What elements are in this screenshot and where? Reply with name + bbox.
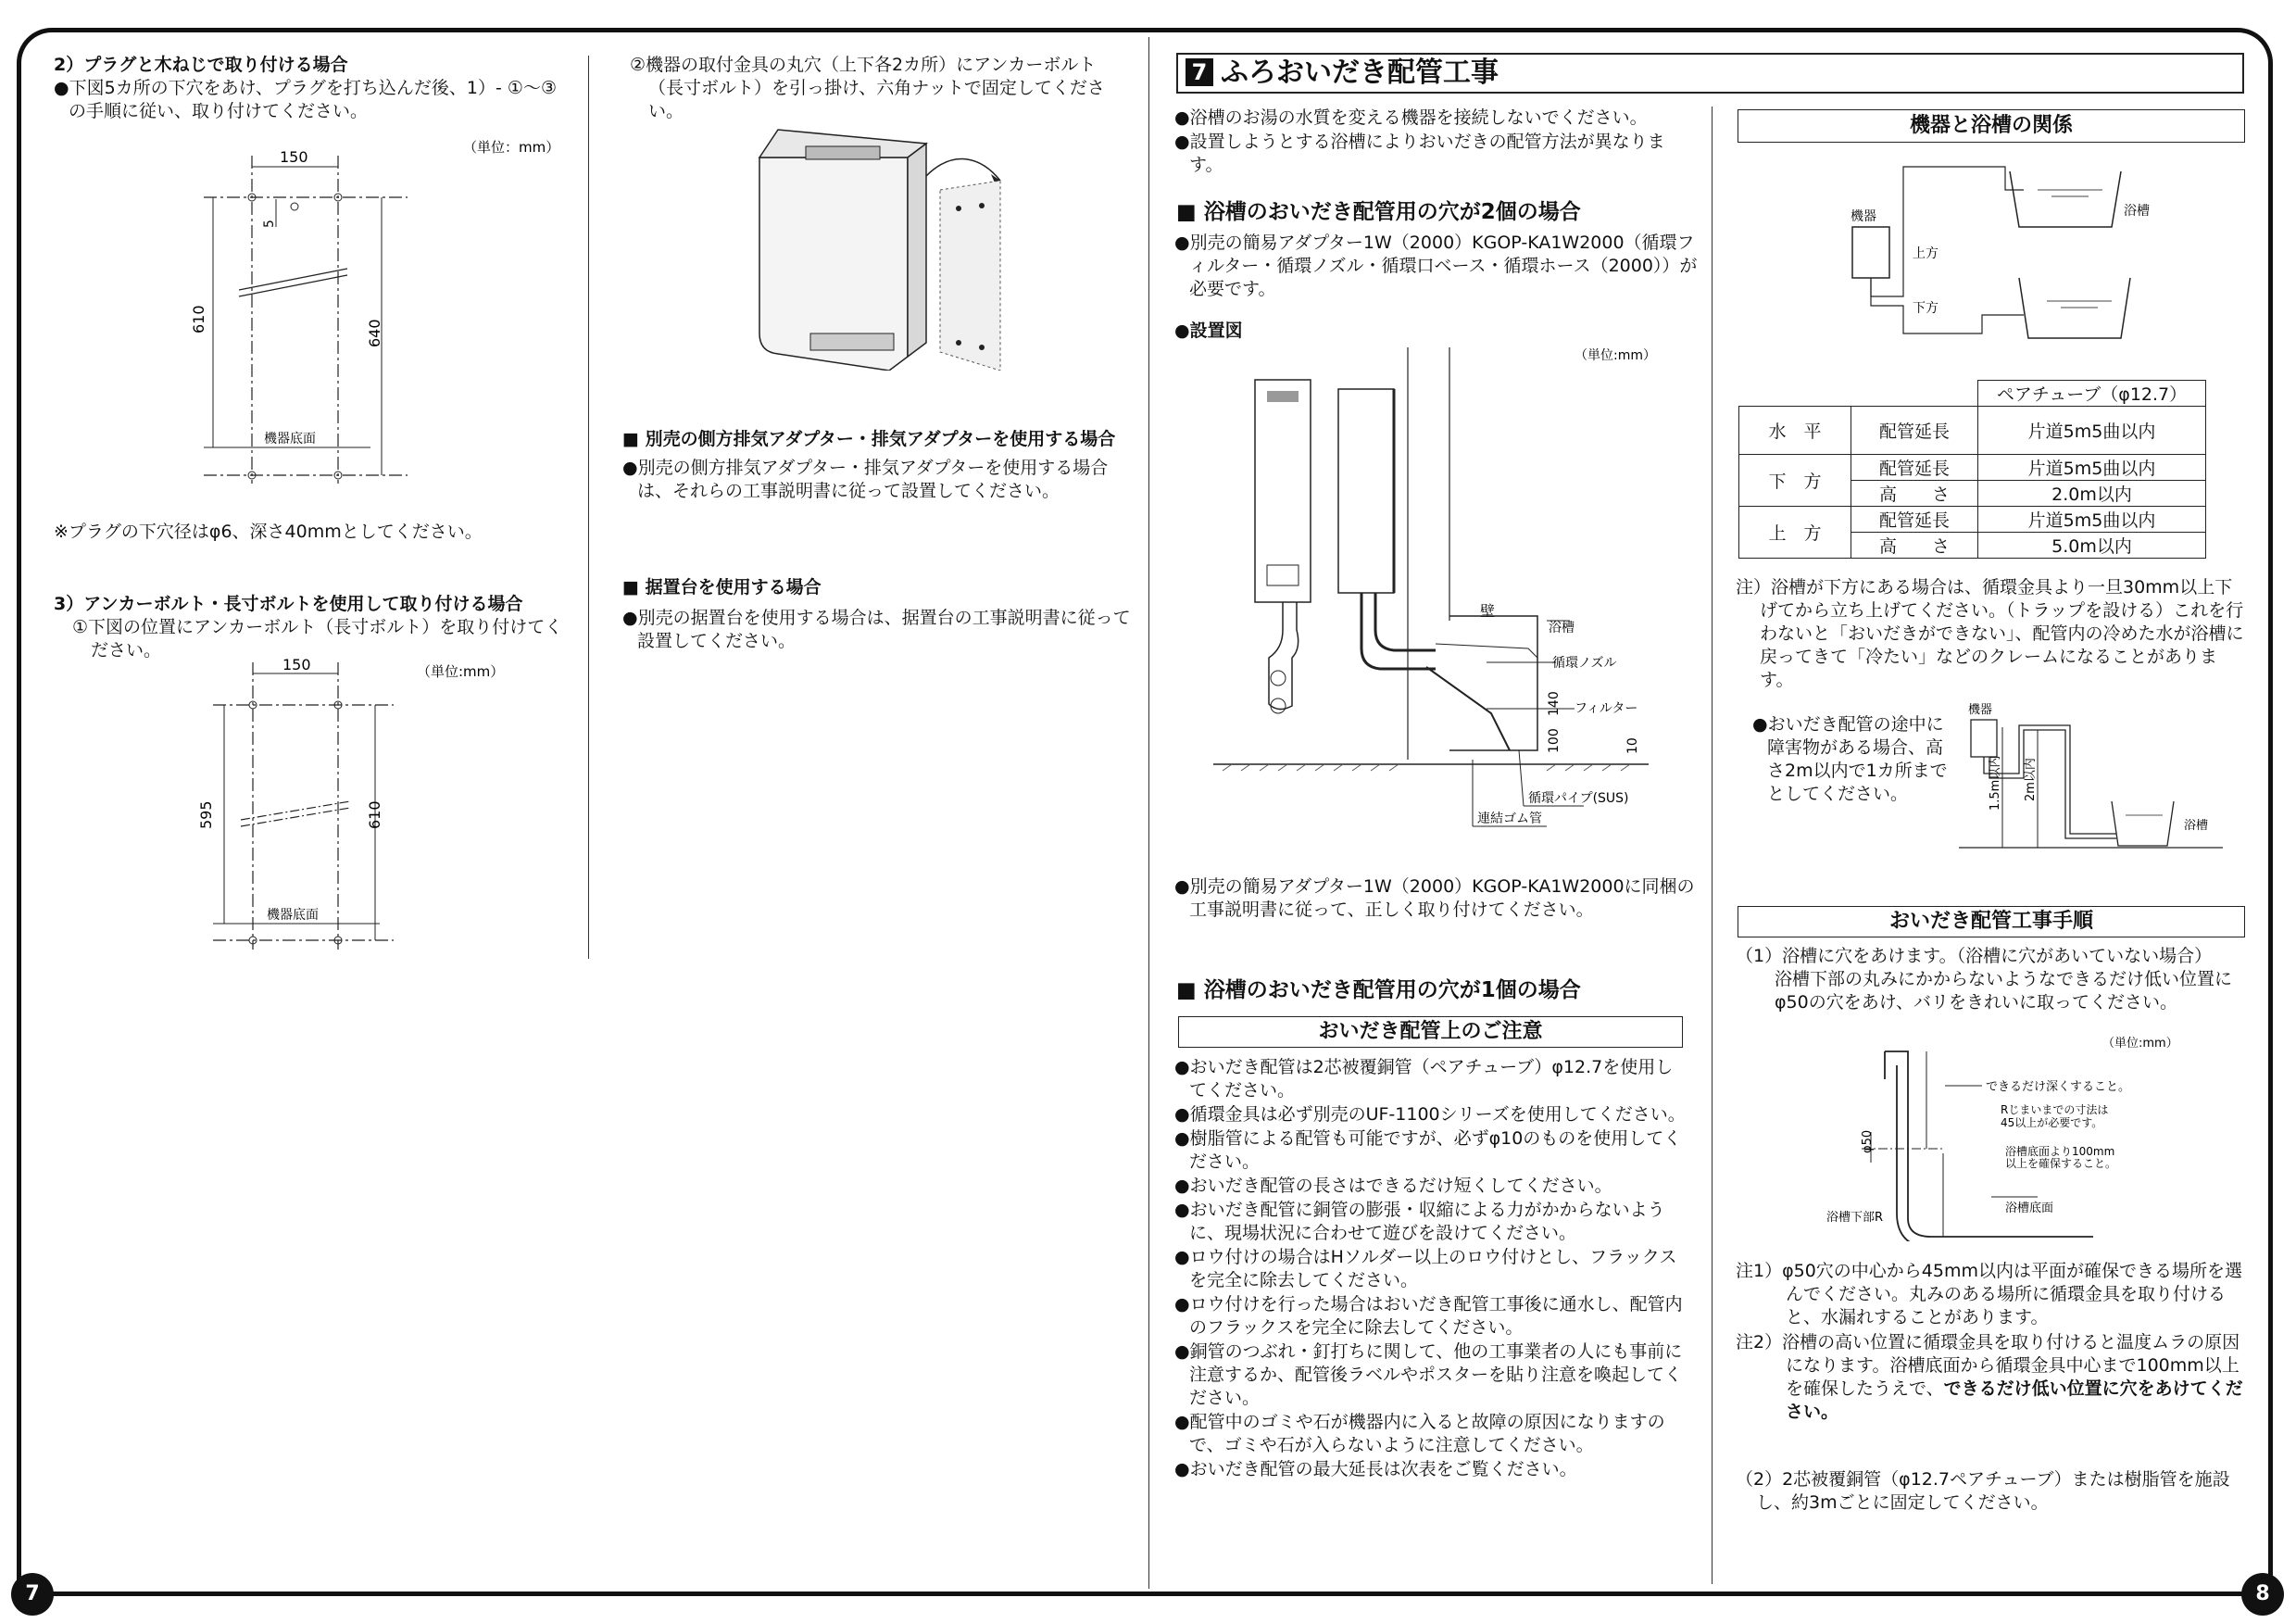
caution-item: ●おいだき配管に銅管の膨張・収縮による力がかからないように、現場状況に合わせて遊びを設けてください。 — [1174, 1200, 1665, 1243]
rel-tub-label: 浴槽 — [2124, 204, 2150, 219]
anchor-text: ①下図の位置にアンカーボルト（長寸ボルト）を取り付けてください。 — [72, 617, 563, 661]
tub-label: 浴槽 — [1549, 621, 1575, 635]
plug-note: ※プラグの下穴径はφ6、深さ40mmとしてください。 — [54, 522, 483, 542]
side-exhaust-title: ■ 別売の側方排気アダプター・排気アダプターを使用する場合 — [622, 428, 1132, 451]
rel-unit-label: 機器 — [1851, 209, 1876, 224]
row-item: 配管延長 — [1851, 407, 1978, 455]
stand-title: ■ 据置台を使用する場合 — [622, 576, 1132, 599]
row-pos: 上 方 — [1739, 507, 1851, 559]
nozzle-label: 循環ノズル — [1552, 656, 1617, 671]
obs-tub-label: 浴槽 — [2184, 819, 2209, 833]
dim-140: 140 — [1547, 691, 1562, 716]
row-value: 片道5m5曲以内 — [1978, 507, 2206, 533]
obstacle-text: ●おいだき配管の途中に障害物がある場合、高さ2m以内で1カ所までとしてください。 — [1752, 714, 1948, 804]
column-divider-1 — [588, 56, 589, 959]
section-title: ふろおいだき配管工事 — [1221, 57, 1499, 89]
hole-unit: （単位:mm） — [2102, 1037, 2178, 1051]
caution-item: ●ロウ付けの場合はHソルダー以上のロウ付けとし、フラックスを完全に除去してください。 — [1174, 1247, 1677, 1290]
caution-item: ●循環金具は必ず別売のUF-1100シリーズを使用してください。 — [1174, 1104, 1686, 1125]
wall-label: 壁 — [1480, 602, 1496, 620]
rel-down-label: 下方 — [1913, 301, 1938, 316]
two-holes-note: ●別売の簡易アダプター1W（2000）KGOP-KA1W2000に同梱の工事説明書に従って、正しく取り付けてください。 — [1174, 876, 1695, 920]
caution-item: ●配管中のゴミや石が機器内に入ると故障の原因になりますので、ゴミや石が入らないように注意してください。 — [1174, 1412, 1665, 1455]
caution-item: ●おいだき配管の長さはできるだけ短くしてください。 — [1174, 1176, 1612, 1196]
plug-section — [54, 54, 572, 124]
page-number-left: 7 — [11, 1573, 54, 1616]
dim-10: 10 — [1625, 737, 1640, 754]
one-hole-title: ■ 浴槽のおいだき配管用の穴が1個の場合 — [1176, 973, 1581, 1003]
phi-label: φ50 — [1861, 1129, 1875, 1153]
dim-100: 100 — [1547, 728, 1562, 753]
plug-diagram — [185, 139, 574, 491]
intro-item: ●設置しようとする浴槽によりおいだきの配管方法が異なります。 — [1174, 132, 1665, 175]
step1-text: 浴槽下部の丸みにかからないようなできるだけ低い位置にφ50の穴をあけ、バリをきれいに取ってください。 — [1775, 969, 2233, 1013]
plug-text: ●下図5カ所の下穴をあけ、プラグを打ち込んだ後、1）- ①～③の手順に従い、取り付けてください。 — [54, 78, 557, 121]
anchor-base-label: 機器底面 — [267, 908, 319, 923]
section-header — [1176, 53, 2244, 94]
row-pos: 下 方 — [1739, 455, 1851, 507]
row-pos: 水 平 — [1739, 407, 1851, 455]
anchor-dim-595: 595 — [197, 800, 215, 829]
bottom-label: 浴槽底面 — [2005, 1202, 2054, 1215]
r-label-1: Rじまいまでの寸法は — [2001, 1103, 2109, 1116]
caution-item: ●樹脂管による配管も可能ですが、必ずφ10のものを使用してください。 — [1174, 1128, 1682, 1172]
mounting-illustration — [722, 102, 1028, 371]
bottom-rule — [46, 1592, 2250, 1596]
r-label-2: 45以上が必要です。 — [2001, 1116, 2103, 1129]
plug-unit: （単位：mm） — [463, 139, 560, 156]
relation-title: 機器と浴槽の関係 — [1738, 109, 2245, 143]
procedure-title: おいだき配管工事手順 — [1738, 906, 2245, 937]
caution-item: ●銅管のつぶれ・釘打ちに関して、他の工事業者の人にも事前に注意するか、配管後ラベルやポスターを貼り注意を喚起してください。 — [1174, 1341, 1683, 1408]
b-label-1: 浴槽底面より100mm — [2005, 1145, 2115, 1158]
b-label-2: 以上を確保すること。 — [2005, 1157, 2117, 1170]
anchor-dim-610: 610 — [366, 800, 383, 829]
plug-base-label: 機器底面 — [264, 432, 316, 447]
caution-item: ●おいだき配管の最大延長は次表をご覧ください。 — [1174, 1459, 1577, 1479]
stand-text: ●別売の据置台を使用する場合は、据置台の工事説明書に従って設置してください。 — [622, 608, 1131, 651]
plug-dim-5: 5 — [262, 220, 277, 228]
two-holes-title: ■ 浴槽のおいだき配管用の穴が2個の場合 — [1176, 195, 1581, 225]
caution-title: おいだき配管上のご注意 — [1178, 1016, 1683, 1048]
install-diagram-title: ●設置図 — [1174, 321, 1243, 341]
pipe-label: 循環パイプ(SUS) — [1528, 791, 1629, 806]
row-item: 配管延長 — [1851, 507, 1978, 533]
relation-note: 注）浴槽が下方にある場合は、循環金具より一旦30mm以上下げてから立ち上げてください。（トラップを設ける）これを行わないと「おいだきができない」、配管内の冷めた水が浴槽に戻ってきて「冷たい」などのクレームになることがあります。 — [1736, 577, 2244, 690]
obstacle-diagram — [1945, 699, 2251, 875]
table-header: ペアチューブ（φ12.7） — [1978, 381, 2206, 407]
relation-table — [1738, 380, 2206, 559]
lower-r-label: 浴槽下部R — [1826, 1211, 1884, 1225]
procedure-note1: 注1）φ50穴の中心から45mm以内は平面が確保できる場所を選んでください。丸みのある場所に循環金具を取り付けると、水漏れすることがあります。 — [1736, 1261, 2242, 1327]
step1-title: （1）浴槽に穴をあけます。（浴槽に穴があいていない場合） — [1736, 946, 2213, 966]
plug-title: 2）プラグと木ねじで取り付ける場合 — [54, 55, 348, 75]
plug-dim-150: 150 — [280, 148, 308, 166]
deep-label: できるだけ深くすること。 — [1986, 1080, 2131, 1094]
obs-unit-label: 機器 — [1968, 703, 1993, 717]
intro-item: ●浴槽のお湯の水質を変える機器を接続しないでください。 — [1174, 107, 1648, 128]
procedure-note2: 注2）浴槽の高い位置に循環金具を取り付けると温度ムラの原因になります。浴槽底面から循環金具中心まで100mm以上を確保したうえで、できるだけ低い位置に穴をあけてください。 — [1736, 1332, 2243, 1422]
hole-diagram — [1815, 1028, 2186, 1241]
page-divider — [1148, 37, 1149, 1589]
anchor-diagram — [194, 653, 565, 959]
row-item: 高 さ — [1851, 533, 1978, 559]
stand-section — [622, 576, 1132, 654]
relation-diagram — [1843, 157, 2251, 380]
section-number: 7 — [1186, 58, 1213, 86]
row-value: 片道5m5曲以内 — [1978, 407, 2206, 455]
row-value: 片道5m5曲以内 — [1978, 455, 2206, 481]
row-item: 高 さ — [1851, 481, 1978, 507]
plug-dim-640: 640 — [366, 319, 383, 347]
column-divider-2 — [1712, 107, 1713, 1584]
two-holes-text: ●別売の簡易アダプター1W（2000）KGOP-KA1W2000（循環フィルター・循環ノズル・循環口ベース・循環ホース（2000））が必要です。 — [1174, 233, 1698, 299]
anchor-unit: （単位:mm） — [417, 663, 505, 680]
plug-dim-610: 610 — [190, 305, 207, 333]
hook-text: ②機器の取付金具の丸穴（上下各2カ所）にアンカーボルト（長寸ボルト）を引っ掛け、六角ナットで固定してください。 — [630, 55, 1105, 121]
procedure-step1 — [1736, 945, 2250, 1014]
obs-h2m: 2m以内 — [2024, 758, 2038, 801]
obs-h15m: 1.5m以内 — [1989, 755, 2002, 811]
install-unit: （単位:mm） — [1575, 348, 1656, 363]
caution-list — [1174, 1056, 1688, 1482]
caution-item: ●おいだき配管は2芯被覆銅管（ペアチューブ）φ12.7を使用してください。 — [1174, 1057, 1674, 1101]
procedure-step2: （2）2芯被覆銅管（φ12.7ペアチューブ）または樹脂管を施設し、約3mごとに固定してください。 — [1736, 1469, 2230, 1513]
page-number-right: 8 — [2241, 1573, 2284, 1616]
rubber-label: 連結ゴム管 — [1477, 812, 1542, 826]
anchor-dim-150: 150 — [282, 656, 311, 673]
row-value: 2.0m以内 — [1978, 481, 2206, 507]
intro-list — [1174, 107, 1688, 178]
side-exhaust-section — [622, 428, 1132, 504]
side-exhaust-text: ●別売の側方排気アダプター・排気アダプターを使用する場合は、それらの工事説明書に従って設置してください。 — [622, 458, 1109, 501]
anchor-section — [54, 593, 572, 662]
install-diagram — [1204, 343, 1667, 843]
filter-label: フィルター — [1575, 701, 1638, 716]
anchor-title: 3）アンカーボルト・長寸ボルトを使用して取り付ける場合 — [54, 594, 523, 614]
rel-up-label: 上方 — [1913, 246, 1938, 261]
row-item: 配管延長 — [1851, 455, 1978, 481]
row-value: 5.0m以内 — [1978, 533, 2206, 559]
caution-item: ●ロウ付けを行った場合はおいだき配管工事後に通水し、配管内のフラックスを完全に除去してください。 — [1174, 1294, 1683, 1338]
